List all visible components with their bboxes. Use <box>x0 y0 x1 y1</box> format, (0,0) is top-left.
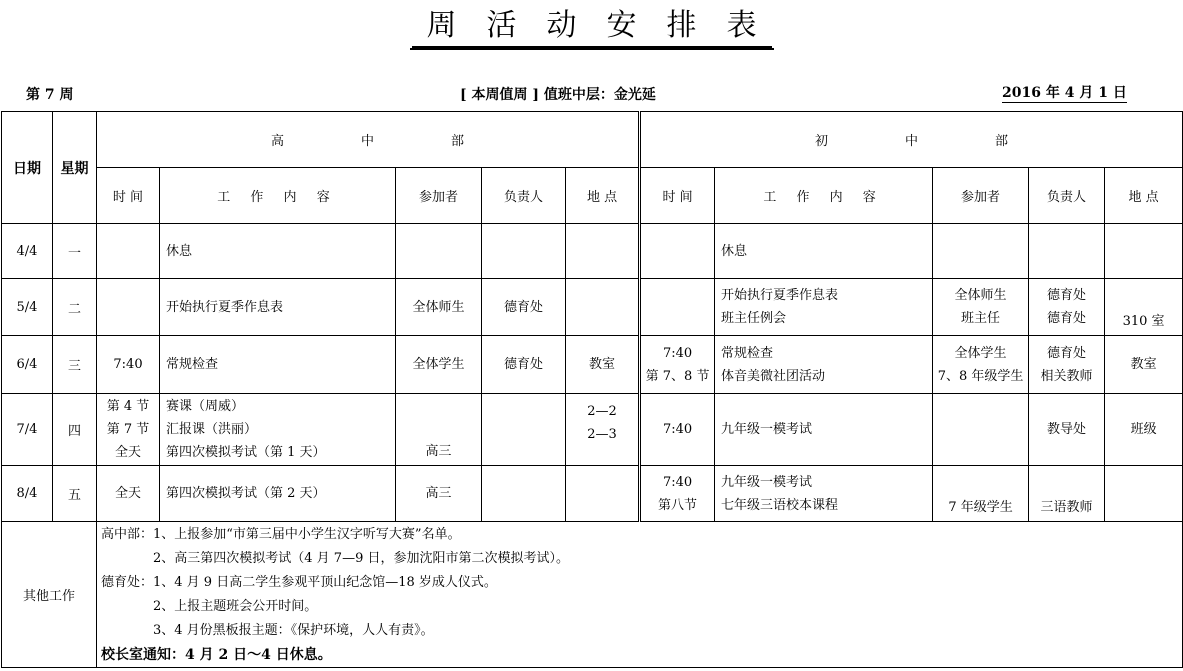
senior-content-line: 赛课（周威） <box>166 399 245 414</box>
header-junior-location: 地 点 <box>1105 168 1183 224</box>
senior-participants-line: 高三 <box>425 486 452 501</box>
senior-content-cell <box>160 224 396 279</box>
junior-location-line: 班级 <box>1130 422 1157 437</box>
schedule-table <box>1 111 1183 668</box>
junior-content-cell <box>715 394 933 466</box>
junior-time-cell <box>640 336 715 394</box>
row-date: 7/4 <box>2 394 53 466</box>
senior-responsible-cell <box>482 394 566 466</box>
senior-participants-line: 高三 <box>425 444 452 459</box>
junior-location-line: 310 室 <box>1122 314 1165 329</box>
senior-responsible-line: 德育处 <box>503 357 543 372</box>
other-work-label: 其他工作 <box>2 522 97 668</box>
senior-location-cell <box>566 279 640 336</box>
senior-location-cell <box>566 336 640 394</box>
senior-location-cell <box>566 394 640 466</box>
table-row <box>2 466 1183 522</box>
table-row <box>2 279 1183 336</box>
junior-responsible-line: 德育处 <box>1047 345 1087 361</box>
header-senior-participants: 参加者 <box>396 168 482 224</box>
junior-content-line: 九年级一模考试 <box>721 474 813 490</box>
other-work-row <box>2 522 1183 668</box>
page-title <box>0 6 1183 50</box>
senior-location-line: 2—2 <box>587 404 617 419</box>
junior-content-cell <box>715 279 933 336</box>
junior-time-line: 第八节 <box>658 497 698 513</box>
other-work-content <box>97 522 1183 668</box>
senior-time-line: 第 4 节 <box>106 399 150 414</box>
senior-content-line: 常规检查 <box>166 357 219 372</box>
row-weekday: 三 <box>53 336 97 394</box>
senior-participants-cell <box>396 466 482 522</box>
senior-location-cell <box>566 224 640 279</box>
header-junior <box>640 112 1183 168</box>
other-work-line: 高中部：1、上报参加“市第三届中小学生汉字听写大赛”名单。 <box>101 526 461 542</box>
junior-responsible-line: 三语教师 <box>1040 500 1093 515</box>
junior-content-line: 开始执行夏季作息表 <box>721 288 839 303</box>
senior-responsible-cell <box>482 466 566 522</box>
junior-location-cell <box>1105 336 1183 394</box>
header-junior-char: 初 <box>815 134 829 149</box>
junior-location-cell <box>1105 466 1183 522</box>
junior-time-line: 7:40 <box>662 474 693 490</box>
principal-notice: 校长室通知：4 月 2 日～4 日休息。 <box>101 646 332 663</box>
senior-content-line: 开始执行夏季作息表 <box>166 299 284 315</box>
junior-responsible-cell <box>1029 336 1105 394</box>
junior-time-line: 7:40 <box>662 345 693 361</box>
header-senior-time: 时 间 <box>97 168 160 224</box>
senior-content-cell <box>160 466 396 522</box>
junior-participants-line: 全体师生 <box>954 288 1007 303</box>
junior-location-cell <box>1105 279 1183 336</box>
senior-content-line: 第四次模拟考试（第 1 天） <box>166 445 326 460</box>
row-date: 8/4 <box>2 466 53 522</box>
week-label: 第 7 周 <box>26 87 74 103</box>
title-char: 排 <box>652 6 712 48</box>
junior-participants-line: 7、8 年级学生 <box>937 368 1024 384</box>
header-senior-responsible: 负责人 <box>482 168 566 224</box>
junior-responsible-cell <box>1029 224 1105 279</box>
senior-participants-line: 全体学生 <box>412 357 465 372</box>
row-date: 4/4 <box>2 224 53 279</box>
senior-content-cell <box>160 279 396 336</box>
table-row <box>2 394 1183 466</box>
header-junior-content: 工 作 内 容 <box>715 168 933 224</box>
junior-time-cell <box>640 279 715 336</box>
junior-content-line: 常规检查 <box>721 345 774 361</box>
junior-content-line: 七年级三语校本课程 <box>721 497 839 513</box>
senior-content-cell <box>160 336 396 394</box>
row-date: 5/4 <box>2 279 53 336</box>
duty-label: [ 本周值周 ] 值班中层：金光延 <box>460 87 656 103</box>
senior-responsible-cell <box>482 279 566 336</box>
senior-participants-cell <box>396 224 482 279</box>
junior-time-cell <box>640 394 715 466</box>
junior-responsible-cell <box>1029 279 1105 336</box>
senior-participants-line: 全体师生 <box>412 299 465 315</box>
senior-responsible-cell <box>482 224 566 279</box>
junior-participants-cell <box>933 224 1029 279</box>
header-senior-char: 高 <box>271 134 285 149</box>
row-weekday: 五 <box>53 466 97 522</box>
table-row <box>2 224 1183 279</box>
title-char: 表 <box>712 6 772 48</box>
senior-time-line: 全天 <box>114 486 141 501</box>
junior-participants-cell <box>933 279 1029 336</box>
junior-participants-cell <box>933 336 1029 394</box>
date-label: 2016 年 4 月 1 日 <box>1002 85 1127 101</box>
senior-content-line: 休息 <box>166 243 193 259</box>
header-senior-char: 部 <box>451 134 465 149</box>
row-date: 6/4 <box>2 336 53 394</box>
junior-time-line: 7:40 <box>662 422 693 437</box>
senior-time-cell <box>97 394 160 466</box>
header-senior <box>97 112 640 168</box>
header-senior-location: 地 点 <box>566 168 640 224</box>
junior-time-cell <box>640 224 715 279</box>
senior-participants-cell <box>396 336 482 394</box>
senior-time-cell <box>97 336 160 394</box>
junior-content-line: 体音美微社团活动 <box>721 368 826 384</box>
junior-content-cell <box>715 224 933 279</box>
title-char: 安 <box>592 6 652 48</box>
other-work-line: 3、4 月份黑板报主题：《保护环境，人人有责》。 <box>101 622 434 638</box>
header-senior-char: 中 <box>361 134 375 149</box>
row-weekday: 四 <box>53 394 97 466</box>
header-weekday: 星期 <box>53 112 97 224</box>
junior-responsible-line: 德育处 <box>1047 311 1087 326</box>
header-junior-responsible: 负责人 <box>1029 168 1105 224</box>
header-date: 日期 <box>2 112 53 224</box>
senior-time-line: 第 7 节 <box>106 422 150 437</box>
title-char: 周 <box>412 6 472 48</box>
junior-location-line: 教室 <box>1130 357 1157 372</box>
junior-content-line: 休息 <box>721 243 748 259</box>
junior-location-cell <box>1105 394 1183 466</box>
title-char: 活 <box>472 6 532 48</box>
junior-responsible-line: 德育处 <box>1047 288 1087 303</box>
junior-participants-cell <box>933 466 1029 522</box>
senior-participants-cell <box>396 394 482 466</box>
senior-time-cell <box>97 279 160 336</box>
row-weekday: 二 <box>53 279 97 336</box>
junior-responsible-cell <box>1029 394 1105 466</box>
row-weekday: 一 <box>53 224 97 279</box>
junior-content-cell <box>715 466 933 522</box>
title-char: 动 <box>532 6 592 48</box>
senior-location-line: 2—3 <box>587 427 617 442</box>
junior-participants-line: 全体学生 <box>954 345 1007 361</box>
junior-responsible-line: 相关教师 <box>1040 368 1093 384</box>
header-senior-content: 工 作 内 容 <box>160 168 396 224</box>
table-row <box>2 336 1183 394</box>
other-work-line: 2、上报主题班会公开时间。 <box>101 598 318 614</box>
senior-content-line: 汇报课（洪丽） <box>166 422 258 437</box>
header-junior-char: 部 <box>995 134 1009 149</box>
junior-location-cell <box>1105 224 1183 279</box>
junior-responsible-line: 教导处 <box>1047 422 1087 437</box>
junior-participants-cell <box>933 394 1029 466</box>
senior-responsible-line: 德育处 <box>503 299 543 315</box>
junior-content-line: 班主任例会 <box>721 311 787 326</box>
other-work-line: 2、高三第四次模拟考试（4 月 7—9 日，参加沈阳市第二次模拟考试）。 <box>101 550 569 566</box>
senior-content-line: 第四次模拟考试（第 2 天） <box>166 486 326 501</box>
junior-participants-line: 班主任 <box>961 311 1001 326</box>
junior-responsible-cell <box>1029 466 1105 522</box>
senior-participants-cell <box>396 279 482 336</box>
header-junior-time: 时 间 <box>640 168 715 224</box>
senior-time-line: 7:40 <box>113 357 143 372</box>
header-junior-char: 中 <box>905 134 919 149</box>
senior-responsible-cell <box>482 336 566 394</box>
senior-location-cell <box>566 466 640 522</box>
senior-time-line: 全天 <box>114 445 141 460</box>
header-junior-participants: 参加者 <box>933 168 1029 224</box>
junior-participants-line: 7 年级学生 <box>948 500 1013 515</box>
junior-time-cell <box>640 466 715 522</box>
junior-content-line: 九年级一模考试 <box>721 422 813 437</box>
senior-time-cell <box>97 466 160 522</box>
senior-time-cell <box>97 224 160 279</box>
other-work-line: 德育处：1、4 月 9 日高二学生参观平顶山纪念馆—18 岁成人仪式。 <box>101 574 497 590</box>
senior-content-cell <box>160 394 396 466</box>
junior-content-cell <box>715 336 933 394</box>
senior-location-line: 教室 <box>589 357 616 372</box>
junior-time-line: 第 7、8 节 <box>645 368 710 384</box>
